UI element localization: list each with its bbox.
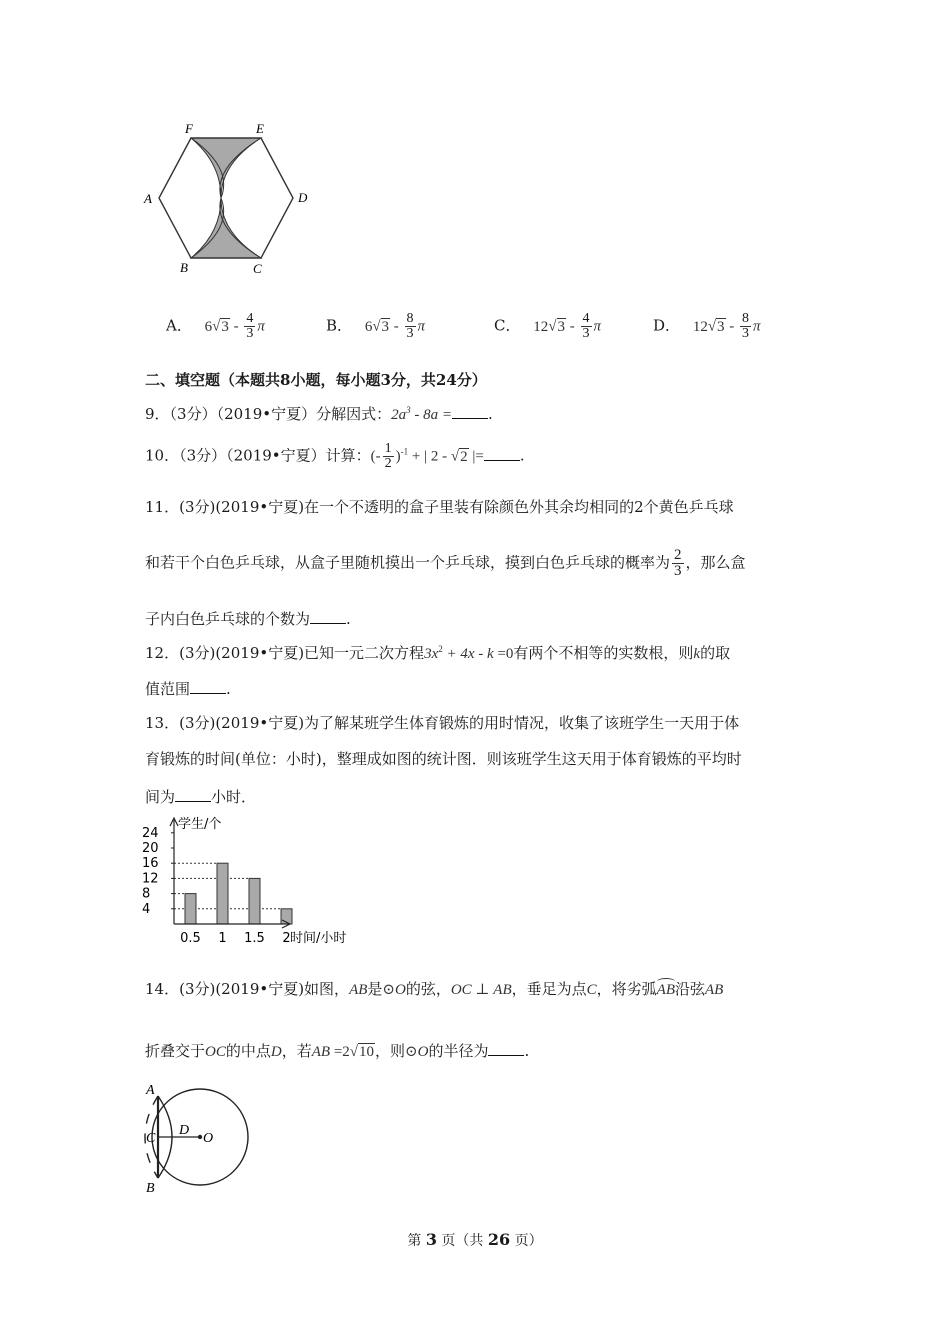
question-14-line-2: 折叠交于OC的中点D，若AB =2√10，则⊙O的半径为 .	[145, 1042, 530, 1060]
question-12-line-2: 值范围 .	[145, 680, 231, 698]
question-10: 10．（3分）（2019•宁夏）计算：(- $\frac{1}{2}$ )$^{-1}$ + | 2 - √2 |= .	[145, 441, 525, 471]
answer-blank	[175, 789, 211, 802]
question-9: 9．（3分）（2019•宁夏）分解因式：$2a^3 - 8a$ = .	[145, 405, 493, 423]
chart-x-ticks	[180, 931, 290, 946]
label-C: C	[146, 1131, 156, 1146]
chart-bars	[185, 863, 292, 924]
answer-blank	[488, 1043, 524, 1056]
y-tick-label-16: 16	[142, 856, 159, 872]
label-C: C	[253, 261, 262, 276]
bar-1	[217, 863, 228, 924]
question-12-line-1: 12．(3分)(2019•宁夏)已知一元二次方程$3x^2 + 4x - k =0$有两个不相等的实数根，则k的取	[145, 644, 731, 662]
label-A: A	[144, 191, 152, 206]
option-c: C． 12√3 - $\frac{4}{3}$ π	[494, 311, 602, 341]
question-11-line-2: 和若干个白色乒乓球，从盒子里随机摸出一个乒乓球，摸到白色乒乓球的概率为 $\frac{2}{3}$ ，那么盒	[145, 547, 746, 579]
page-footer: 第 3 页（共 26 页）	[407, 1230, 543, 1249]
shaded-region-bottom	[191, 198, 261, 258]
chart-y-ticks	[142, 826, 174, 917]
option-d: D． 12√3 - $\frac{8}{3}$ π	[653, 311, 761, 341]
label-F: F	[185, 121, 193, 136]
option-b: B． 6√3 - $\frac{8}{3}$ π	[326, 311, 426, 341]
x-tick-label-0.5: 0.5	[180, 931, 201, 946]
option-a: A． 6√3 - $\frac{4}{3}$ π	[166, 311, 265, 341]
x-tick-label-1: 1	[218, 931, 227, 946]
question-13-line-1: 13．(3分)(2019•宁夏)为了解某班学生体育锻炼的用时情况，收集了该班学生一天用于体	[145, 714, 740, 732]
question-11-line-1: 11．(3分)(2019•宁夏)在一个不透明的盒子里装有除颜色外其余均相同的2个黄色乒乓球	[145, 498, 734, 516]
label-B: B	[146, 1181, 155, 1196]
section-title: 二、填空题（本题共8小题，每小题3分，共24分）	[145, 371, 487, 389]
y-axis-label: 学生/个	[178, 817, 222, 832]
label-D: D	[298, 190, 308, 205]
bar-1.5	[249, 878, 260, 924]
answer-blank	[452, 406, 488, 419]
shaded-region-top	[191, 138, 261, 198]
bar-chart	[140, 812, 370, 947]
label-D: D	[179, 1123, 190, 1138]
y-tick-label-12: 12	[142, 871, 159, 887]
question-13-line-2: 育锻炼的时间(单位：小时)，整理成如图的统计图．则该班学生这天用于体育锻炼的平均时	[145, 750, 742, 768]
label-A: A	[146, 1083, 155, 1098]
y-tick-label-20: 20	[142, 841, 159, 856]
label-B: B	[180, 260, 188, 275]
x-tick-label-1.5: 1.5	[244, 931, 265, 946]
question-11-line-3: 子内白色乒乓球的个数为 .	[145, 610, 351, 628]
y-tick-label-8: 8	[142, 886, 151, 902]
circle-figure	[138, 1078, 258, 1200]
bar-0.5	[185, 894, 196, 924]
x-tick-label-2: 2	[282, 931, 291, 946]
x-axis-label: 时间/小时	[290, 931, 347, 946]
question-13-line-3: 间为 小时．	[145, 788, 257, 806]
answer-blank	[484, 448, 520, 461]
answer-blank	[310, 611, 346, 624]
label-E: E	[256, 121, 264, 136]
label-O: O	[203, 1131, 214, 1146]
answer-blank	[190, 681, 226, 694]
question-14-line-1: 14．(3分)(2019•宁夏)如图，AB是⊙O的弦，OC ⊥ AB，垂足为点C，将劣弧 AB沿弦AB	[145, 980, 724, 998]
hexagon-figure	[138, 118, 318, 280]
point-o	[198, 1135, 202, 1139]
y-tick-label-4: 4	[142, 901, 151, 917]
y-tick-label-24: 24	[142, 825, 159, 841]
